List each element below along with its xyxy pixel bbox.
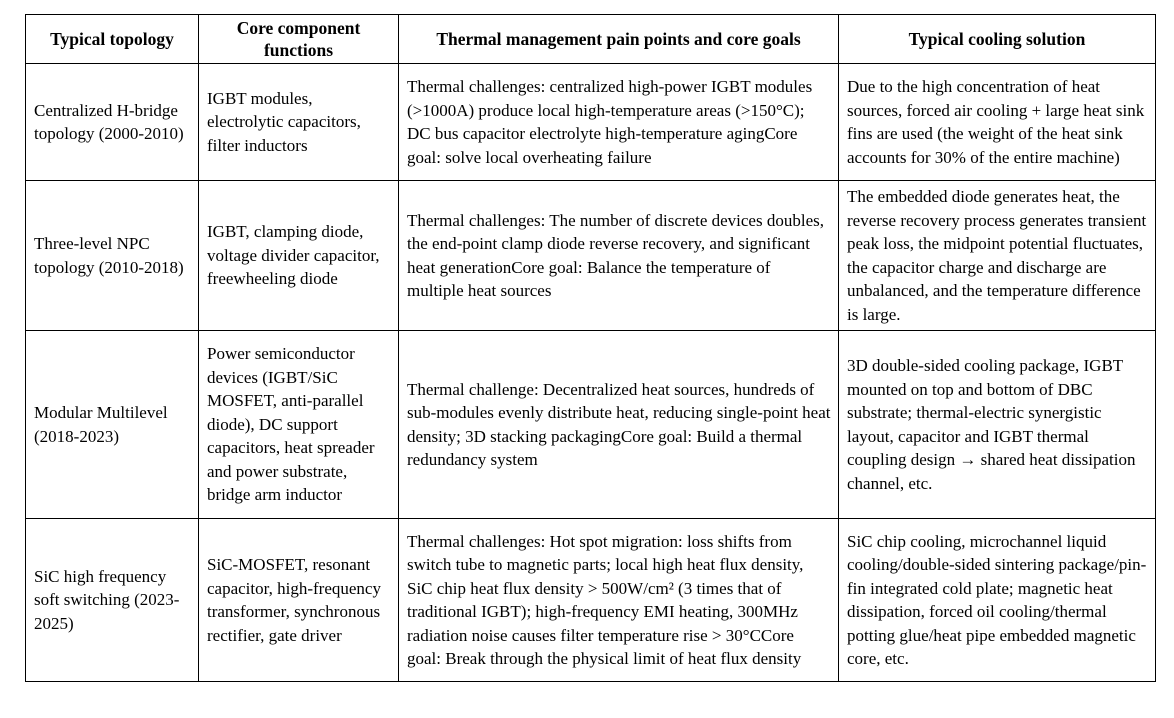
cell-topology: Centralized H-bridge topology (2000-2010) — [26, 64, 199, 181]
cell-cooling: The embedded diode generates heat, the reverse recovery process generates transient peak loss, the midpoint potential fluctuates, the capacitor charge and discharge are unbalanced, and the temperature difference is large. — [839, 181, 1156, 331]
col-header-topology: Typical topology — [26, 15, 199, 64]
cell-cooling: SiC chip cooling, microchannel liquid cooling/double-sided sintering package/pin-fin integrated cold plate; magnetic heat dissipation, forced oil cooling/thermal potting glue/heat pipe embedded magnetic core, etc. — [839, 519, 1156, 682]
cell-components: IGBT, clamping diode, voltage divider capacitor, freewheeling diode — [199, 181, 399, 331]
cell-components: IGBT modules, electrolytic capacitors, filter inductors — [199, 64, 399, 181]
table-row — [26, 181, 1156, 331]
col-header-cooling: Typical cooling solution — [839, 15, 1156, 64]
header-row — [26, 15, 1156, 64]
cell-cooling: Due to the high concentration of heat sources, forced air cooling + large heat sink fins are used (the weight of the heat sink accounts for 30% of the entire machine) — [839, 64, 1156, 181]
cell-pain-points: Thermal challenges: The number of discrete devices doubles, the end-point clamp diode reverse recovery, and significant heat generationCore goal: Balance the temperature of multiple heat sources — [399, 181, 839, 331]
cell-topology: SiC high frequency soft switching (2023-2025) — [26, 519, 199, 682]
table-row — [26, 519, 1156, 682]
cell-topology: Modular Multilevel (2018-2023) — [26, 331, 199, 519]
cell-pain-points: Thermal challenges: Hot spot migration: loss shifts from switch tube to magnetic parts; local high heat flux density, SiC chip heat flux density > 500W/cm² (3 times that of traditional IGBT); high-frequency EMI heating, 300MHz radiation noise causes filter temperature rise > 30°CCore goal: Break through the physical limit of heat flux density — [399, 519, 839, 682]
col-header-pain-points: Thermal management pain points and core goals — [399, 15, 839, 64]
cell-components: Power semiconductor devices (IGBT/SiC MOSFET, anti-parallel diode), DC support capacitors, heat spreader and power substrate, bridge arm inductor — [199, 331, 399, 519]
cell-cooling: 3D double-sided cooling package, IGBT mounted on top and bottom of DBC substrate; thermal-electric synergistic layout, capacitor and IGBT thermal coupling design → shared heat dissipation channel, etc. — [839, 331, 1156, 519]
cell-components: SiC-MOSFET, resonant capacitor, high-frequency transformer, synchronous rectifier, gate driver — [199, 519, 399, 682]
cell-pain-points: Thermal challenges: centralized high-power IGBT modules (>1000A) produce local high-temperature areas (>150°C); DC bus capacitor electrolyte high-temperature agingCore goal: solve local overheating failure — [399, 64, 839, 181]
topology-thermal-table — [25, 14, 1156, 682]
col-header-components: Core component functions — [199, 15, 399, 64]
table-row — [26, 331, 1156, 519]
table-row — [26, 64, 1156, 181]
cell-pain-points: Thermal challenge: Decentralized heat sources, hundreds of sub-modules evenly distribute heat, reducing single-point heat density; 3D stacking packagingCore goal: Build a thermal redundancy system — [399, 331, 839, 519]
cell-topology: Three-level NPC topology (2010-2018) — [26, 181, 199, 331]
